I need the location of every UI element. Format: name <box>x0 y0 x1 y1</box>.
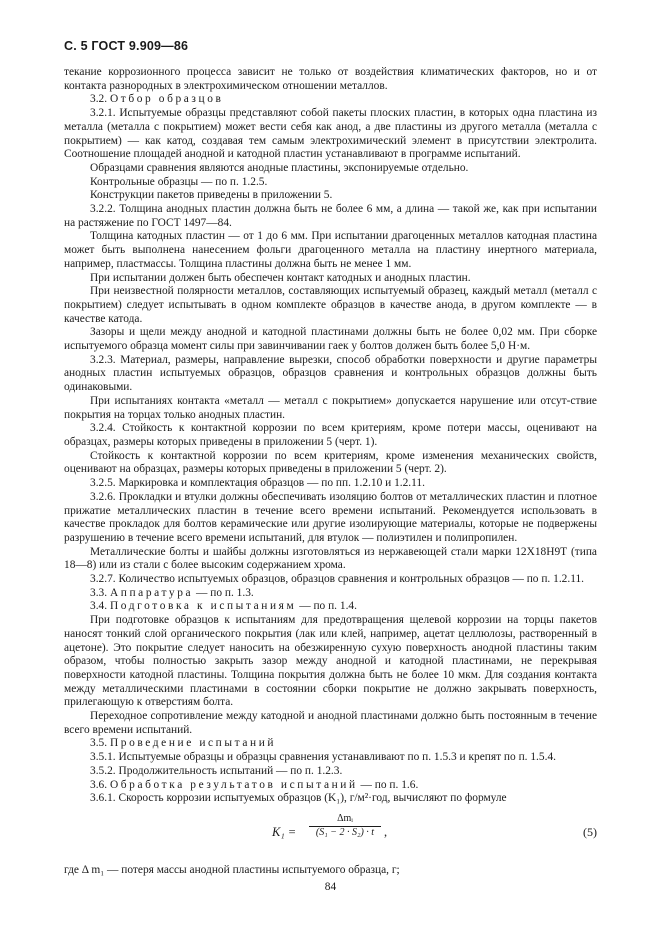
paragraph-list <box>64 66 597 806</box>
paragraph-p26: 3.5.2. Продолжительность испытаний — по п. 1.2.3. <box>90 764 343 777</box>
paragraph-p28: 3.6.1. Скорость коррозии испытуемых образцов (K₁), г/м²·год, вычисляют по формуле <box>90 792 507 805</box>
paragraph-p02 <box>64 93 597 107</box>
paragraph-p03: 3.2.1. Испытуемые образцы представляют собой пакеты плоских пластин, в которых одна пластина из металла (металла с покрытием) может вести себя как анод, а две пластины из другого металла (металла с покрытием) — как катод, создавая тем самым электрохимический элемент в присутствии электролита. Соотношение площадей анодной и катодной пластин устанавливают в программе испытаний. <box>64 107 597 161</box>
section-heading: Аппаратура <box>109 586 194 599</box>
paragraph-p10: При неизвестной полярности металлов, составляющих испытуемый образец, каждый металл (металл с покрытием) следует испытывать в одном комплекте образцов в качестве анода, в другом комплекте — в качестве катода. <box>64 285 597 325</box>
paragraph-p11: Зазоры и щели между анодной и катодной пластинами должны быть не более 0,02 мм. При сборке испытуемого образца момент силы при завинчивании гаек у болтов должен быть более 5,0 Н·м. <box>64 326 597 353</box>
formula-denominator: (S₁ − 2 · S₂) · t <box>315 826 375 838</box>
paragraph-p21 <box>64 600 597 614</box>
formula-number: (5) <box>583 824 597 839</box>
page-header: С. 5 ГОСТ 9.909—86 <box>64 39 189 53</box>
paragraph-p14: 3.2.4. Стойкость к контактной коррозии по всем критериям, кроме потери массы, оценивают на образцах, размеры которых приведены в приложении 5 (черт. 1). <box>64 422 597 448</box>
section-reference: — по п. 1.6. <box>360 778 419 791</box>
paragraph-p23: Переходное сопротивление между катодной и анодной пластинами должно быть постоянным в течение всего времени испытаний. <box>64 710 597 736</box>
formula-fraction <box>309 813 381 839</box>
paragraph-p08: Толщина катодных пластин — от 1 до 6 мм. При испытании драгоценных металлов катодная пластина может быть выполнена нанесением фольги драгоценного металла на пластину инертного материала, например, пластмассы. Толщина пластины должна быть не менее 1 мм. <box>64 230 597 270</box>
paragraph-p24 <box>64 737 597 751</box>
section-reference: — по п. 1.4. <box>299 600 357 613</box>
paragraph-p25: 3.5.1. Испытуемые образцы и образцы сравнения устанавливают по п. 1.5.3 и крепят по п. 1.5.4. <box>90 751 556 764</box>
section-heading: Проведение испытаний <box>109 737 277 750</box>
paragraph-p27 <box>64 779 597 793</box>
formula-5 <box>64 812 597 856</box>
paragraph-p07: 3.2.2. Толщина анодных пластин должна быть не более 6 мм, а длина — такой же, как при испытании на растяжение по ГОСТ 1497—84. <box>64 203 597 229</box>
section-heading: Отбор образцов <box>109 93 224 106</box>
section-number: 3.6. <box>90 778 108 791</box>
paragraph-p16: 3.2.5. Маркировка и комплектация образцов — по пп. 1.2.10 и 1.2.11. <box>90 477 425 490</box>
where-clause: где Δ m₁ — потеря массы анодной пластины испытуемого образца, г; <box>64 863 400 876</box>
formula-numerator: Δmᵢ <box>309 813 381 827</box>
section-reference: — по п. 1.3. <box>196 586 254 599</box>
page-number: 84 <box>324 881 337 893</box>
section-number: 3.4. <box>90 600 108 613</box>
section-number: 3.3. <box>90 586 108 599</box>
paragraph-p19: 3.2.7. Количество испытуемых образцов, образцов сравнения и контрольных образцов — по п. 1.2.11. <box>90 573 585 586</box>
paragraph-p20 <box>64 587 597 601</box>
section-heading: Обработка результатов испытаний <box>109 778 358 791</box>
paragraph-p06: Конструкции пакетов приведены в приложении 5. <box>90 189 333 202</box>
paragraph-p15: Стойкость к контактной коррозии по всем критериям, кроме изменения механических свойств, оценивают на образцах, размеры которых приведены в приложении 5 (черт. 2). <box>64 449 597 476</box>
paragraph-p01: текание коррозионного процесса зависит не только от воздействия климатических факторов, но и от контакта разнородных в электрохимическом отношении металлов. <box>64 66 597 92</box>
paragraph-p12: 3.2.3. Материал, размеры, направление вырезки, способ обработки поверхности и другие параметры анодных пластин испытуемых образцов, образцов сравнения и контрольных образцов должны быть одинаковыми. <box>64 353 597 394</box>
paragraph-p09: При испытании должен быть обеспечен контакт катодных и анодных пластин. <box>90 271 471 284</box>
paragraph-p05: Контрольные образцы — по п. 1.2.5. <box>90 175 268 188</box>
paragraph-p17: 3.2.6. Прокладки и втулки должны обеспечивать изоляцию болтов от металлических пластин и плотное прижатие металлических пластин в течение всего времени испытаний. Рекомендуется использовать в качестве прокладок для болтов керамические или другие изолирующие материалы, которые не подвержены разрушению в течение всего времени испытаний, для втулок — полиэтилен и полипропилен. <box>64 490 597 544</box>
section-number: 3.2. <box>90 93 108 106</box>
section-number: 3.5. <box>90 737 108 750</box>
formula-lhs: K₁ = <box>272 824 297 839</box>
document-body <box>64 66 597 878</box>
paragraph-p04: Образцами сравнения являются анодные пластины, экспонируемые отдельно. <box>90 161 469 174</box>
paragraph-p18: Металлические болты и шайбы должны изготовляться из нержавеющей стали марки 12Х18Н9Т (типа 18—8) или из стали с более высоким содержанием хрома. <box>64 545 597 572</box>
paragraph-p22: При подготовке образцов к испытаниям для предотвращения щелевой коррозии на торцы пакетов наносят тонкий слой органического покрытия (лак или клей, например, ацетат целлюлозы, растворенный в ацетоне). Это покрытие следует наносить на обезжиренную сухую поверхность анодной пластины таким образом, чтобы полностью закрыть зазор между анодной и катодной пластинами, не перекрывая поверхности катодной пластины. Толщина покрытия должна быть не более 10 мкм. Для создания контакта между металлическими пластинами в состоянии сборки покрытие не должно закрывать поверхность, прилегающую к отверстиям болта. <box>64 614 597 709</box>
formula-comma: , <box>384 824 388 839</box>
paragraph-p13: При испытаниях контакта «металл — металл с покрытием» допускается нарушение или отсут-ствие покрытия на торцах только анодных пластин. <box>64 394 597 421</box>
section-heading: Подготовка к испытаниям <box>109 600 297 613</box>
